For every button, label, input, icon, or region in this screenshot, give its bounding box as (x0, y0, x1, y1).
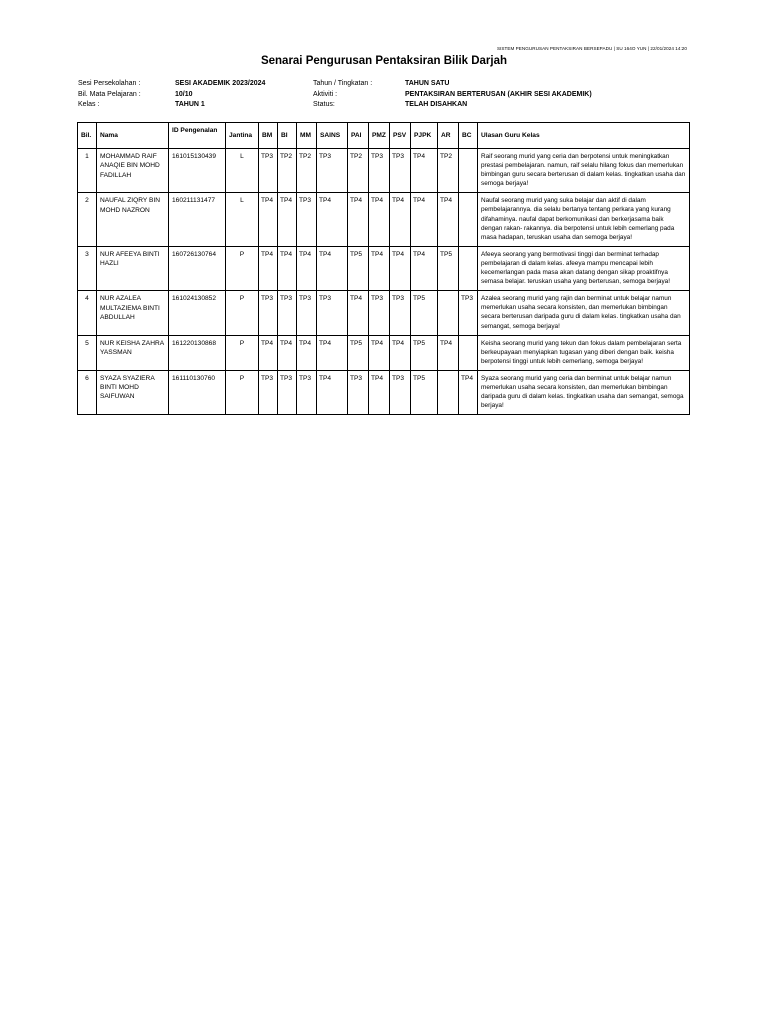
cell-psv: TP4 (390, 335, 411, 370)
cell-bi: TP4 (278, 246, 297, 290)
bil-mata-pelajaran-label: Bil. Mata Pelajaran : (78, 90, 141, 98)
cell-pmz: TP3 (369, 149, 390, 193)
cell-pmz: TP4 (369, 193, 390, 246)
cell-mm: TP3 (297, 193, 317, 246)
tahun-label: Tahun / Tingkatan : (313, 80, 373, 87)
header-bc: BC (459, 123, 478, 149)
meta-row-2 (78, 91, 698, 102)
cell-id: 160211131477 (169, 193, 226, 246)
cell-bi: TP4 (278, 193, 297, 246)
cell-bm: TP3 (259, 370, 278, 414)
cell-ulasan: Naufal seorang murid yang suka belajar dan aktif di dalam pembelajarannya. dia selalu bertanya tentang perkara yang kurang difahaminya. naufal dapat berkomunikasi dan berkerjasama baik dengan rakan- rakannya. dia berpotensi untuk lebih cemerlang pada masa hadapan, teruskan usaha dan semoga berjaya! (478, 193, 690, 246)
header-pjpk: PJPK (411, 123, 438, 149)
cell-sains: TP4 (317, 193, 348, 246)
cell-pjpk: TP4 (411, 149, 438, 193)
cell-ar: TP2 (438, 149, 459, 193)
cell-pai: TP4 (348, 291, 369, 335)
cell-bi: TP3 (278, 291, 297, 335)
cell-ulasan: Azalea seorang murid yang rajin dan berminat untuk belajar namun memerlukan usaha secara konsisten, dan memerlukan bimbingan secara berterusan daripada guru di dalam kelas. tingkatkan usaha dan semangat, semoga berjaya! (478, 291, 690, 335)
cell-bm: TP4 (259, 246, 278, 290)
cell-bi: TP4 (278, 335, 297, 370)
table-row (78, 193, 690, 246)
assessment-table (77, 122, 690, 415)
cell-nama: NUR AZALEA MULTAZIEMA BINTI ABDULLAH (97, 291, 169, 335)
cell-nama: NUR AFEEYA BINTI HAZLI (97, 246, 169, 290)
status-value: TELAH DISAHKAN (405, 101, 468, 108)
header-bil: Bil. (78, 123, 97, 149)
cell-ulasan: Keisha seorang murid yang tekun dan fokus dalam pembelajaran serta berkeupayaan menyiapkan tugasan yang diberi dengan baik. keisha berpotensi tinggi untuk lebih cemerlang, semoga berjaya! (478, 335, 690, 370)
cell-pjpk: TP4 (411, 193, 438, 246)
cell-ar (438, 291, 459, 335)
cell-pai: TP4 (348, 193, 369, 246)
cell-psv: TP4 (390, 246, 411, 290)
table-row (78, 291, 690, 335)
header-bi: BI (278, 123, 297, 149)
header-pmz: PMZ (369, 123, 390, 149)
bil-mata-pelajaran-value: 10/10 (175, 90, 193, 98)
cell-ar: TP4 (438, 335, 459, 370)
cell-bil: 1 (78, 149, 97, 193)
cell-jantina: P (226, 291, 259, 335)
header-sains: SAINS (317, 123, 348, 149)
cell-jantina: L (226, 193, 259, 246)
cell-psv: TP3 (390, 291, 411, 335)
cell-id: 161220130868 (169, 335, 226, 370)
cell-pmz: TP4 (369, 370, 390, 414)
system-note: SISTEM PENGURUSAN PENTAKSIRAN BERSEPADU | SU 164O YUN | 22/01/2024 14:20 (496, 46, 687, 51)
cell-nama: MOHAMMAD RAIF ANAQIE BIN MOHD FADILLAH (97, 149, 169, 193)
cell-pjpk: TP5 (411, 335, 438, 370)
cell-ulasan: Syaza seorang murid yang ceria dan berminat untuk belajar namun memerlukan usaha secara konsisten, dan memerlukan bimbingan daripada guru di dalam kelas. tingkatkan usaha dan semangat, semoga berjaya! (478, 370, 690, 414)
cell-bc: TP4 (459, 370, 478, 414)
header-row (78, 123, 690, 149)
cell-bil: 4 (78, 291, 97, 335)
cell-mm: TP2 (297, 149, 317, 193)
cell-bc (459, 335, 478, 370)
cell-bm: TP4 (259, 193, 278, 246)
cell-pmz: TP4 (369, 335, 390, 370)
cell-psv: TP3 (390, 149, 411, 193)
sesi-label: Sesi Persekolahan : (78, 80, 141, 87)
cell-bil: 5 (78, 335, 97, 370)
meta-row-1 (78, 80, 698, 91)
header-bm: BM (259, 123, 278, 149)
cell-mm: TP4 (297, 335, 317, 370)
cell-mm: TP3 (297, 291, 317, 335)
cell-bi: TP3 (278, 370, 297, 414)
table-row (78, 370, 690, 414)
cell-pai: TP5 (348, 335, 369, 370)
header-nama: Nama (97, 123, 169, 149)
cell-jantina: P (226, 370, 259, 414)
cell-psv: TP4 (390, 193, 411, 246)
header-pai: PAI (348, 123, 369, 149)
cell-pmz: TP4 (369, 246, 390, 290)
cell-mm: TP4 (297, 246, 317, 290)
table-row (78, 335, 690, 370)
cell-bil: 2 (78, 193, 97, 246)
aktiviti-value: PENTAKSIRAN BERTERUSAN (AKHIR SESI AKADEMIK) (405, 90, 592, 98)
header-id-pengenalan: ID Pengenalan (169, 123, 226, 149)
cell-sains: TP4 (317, 370, 348, 414)
cell-bc (459, 149, 478, 193)
cell-bc (459, 246, 478, 290)
cell-id: 161110130760 (169, 370, 226, 414)
header-jantina: Jantina (226, 123, 259, 149)
meta-row-3 (78, 101, 698, 112)
table-row (78, 149, 690, 193)
cell-id: 160726130764 (169, 246, 226, 290)
cell-ulasan: Raif seorang murid yang ceria dan berpotensi untuk meningkatkan prestasi pembelajaran. namun, raif selalu hilang fokus dan memerlukan bimbingan guru secara berterusan di dalam kelas. tingkatkan usaha dan semoga berjaya! (478, 149, 690, 193)
cell-ar (438, 370, 459, 414)
cell-bc: TP3 (459, 291, 478, 335)
header-ar: AR (438, 123, 459, 149)
report-meta (78, 80, 698, 112)
cell-jantina: P (226, 246, 259, 290)
cell-jantina: L (226, 149, 259, 193)
header-ulasan: Ulasan Guru Kelas (478, 123, 690, 149)
cell-sains: TP4 (317, 335, 348, 370)
cell-ulasan: Afeeya seorang yang bermotivasi tinggi dan berminat terhadap pembelajaran di dalam kelas. afeeya mampu mencapai lebih kecemerlangan pada masa akan datang dengan sikap proaktifnya semasa belajar. teruskan usaha yang berterusan, semoga berjaya! (478, 246, 690, 290)
sesi-value: SESI AKADEMIK 2023/2024 (175, 80, 266, 87)
cell-jantina: P (226, 335, 259, 370)
cell-bc (459, 193, 478, 246)
table-row (78, 246, 690, 290)
page-title: Senarai Pengurusan Pentaksiran Bilik Darjah (260, 55, 508, 67)
cell-nama: NUR KEISHA ZAHRA YASSMAN (97, 335, 169, 370)
cell-pai: TP3 (348, 370, 369, 414)
cell-mm: TP3 (297, 370, 317, 414)
cell-pai: TP2 (348, 149, 369, 193)
cell-id: 161015130439 (169, 149, 226, 193)
header-mm: MM (297, 123, 317, 149)
cell-sains: TP3 (317, 291, 348, 335)
cell-pjpk: TP5 (411, 291, 438, 335)
cell-pjpk: TP4 (411, 246, 438, 290)
aktiviti-label: Aktiviti : (313, 90, 338, 98)
cell-bil: 3 (78, 246, 97, 290)
table-body (78, 149, 690, 415)
cell-bil: 6 (78, 370, 97, 414)
cell-nama: NAUFAL ZIQRY BIN MOHD NAZRON (97, 193, 169, 246)
header-psv: PSV (390, 123, 411, 149)
cell-psv: TP3 (390, 370, 411, 414)
cell-bm: TP3 (259, 291, 278, 335)
cell-pmz: TP3 (369, 291, 390, 335)
kelas-label: Kelas : (78, 101, 100, 108)
cell-bi: TP2 (278, 149, 297, 193)
tahun-value: TAHUN SATU (405, 80, 450, 87)
cell-sains: TP3 (317, 149, 348, 193)
cell-sains: TP4 (317, 246, 348, 290)
cell-pjpk: TP5 (411, 370, 438, 414)
cell-ar: TP5 (438, 246, 459, 290)
cell-bm: TP4 (259, 335, 278, 370)
kelas-value: TAHUN 1 (175, 101, 205, 108)
cell-ar: TP4 (438, 193, 459, 246)
status-label: Status: (313, 101, 335, 108)
cell-bm: TP3 (259, 149, 278, 193)
cell-nama: SYAZA SYAZIERA BINTI MOHD SAIFUWAN (97, 370, 169, 414)
cell-pai: TP5 (348, 246, 369, 290)
cell-id: 161024130852 (169, 291, 226, 335)
